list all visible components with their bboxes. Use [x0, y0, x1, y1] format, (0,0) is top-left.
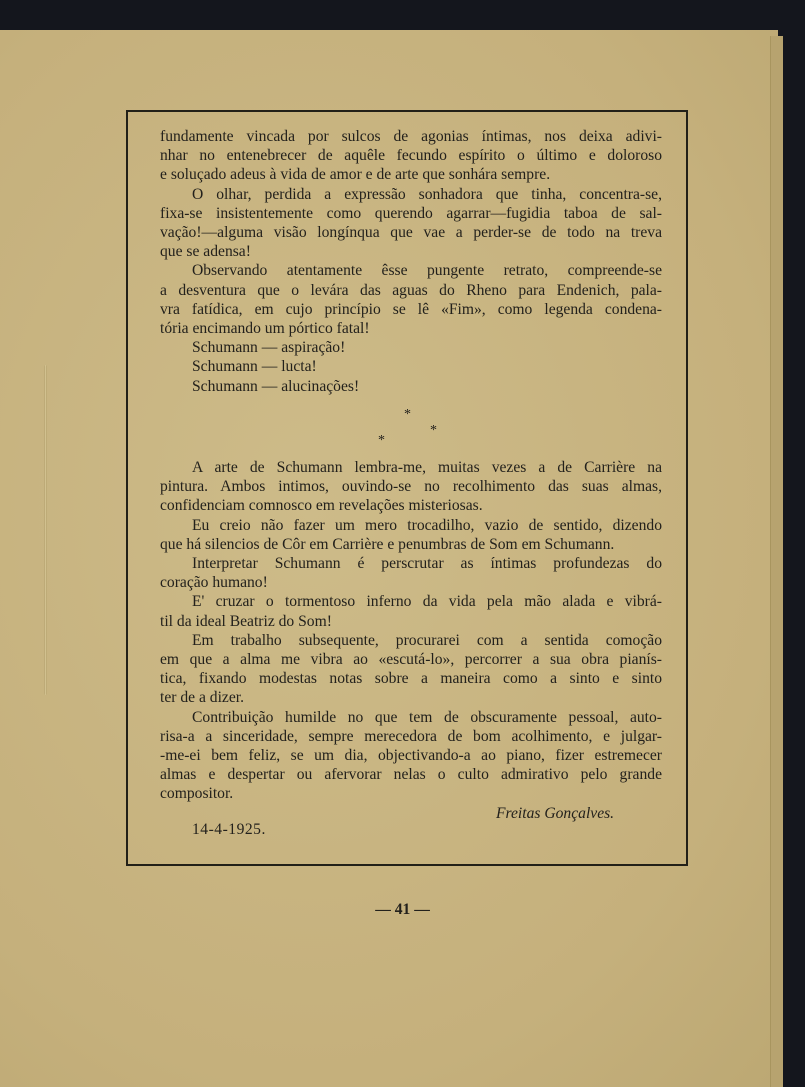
separator-asterisk: *: [378, 433, 385, 448]
text-line: E' cruzar o tormentoso inferno da vida pela mão alada e vibrá-: [192, 593, 662, 611]
text-line: tica, fixando modestas notas sobre a maneira como a sinto e sinto: [160, 670, 662, 688]
text-line: Interpretar Schumann é perscrutar as íntimas profundezas do: [192, 555, 662, 573]
text-line: compositor.: [160, 785, 234, 803]
text-line: almas e despertar ou afervorar nelas o culto admirativo pelo grande: [160, 766, 662, 784]
text-line: Eu creio não fazer um mero trocadilho, vazio de sentido, dizendo: [192, 516, 662, 534]
text-line: O olhar, perdida a expressão sonhadora que tinha, concentra-se,: [192, 185, 662, 203]
text-line: e soluçado adeus à vida de amor e de arte que sonhára sempre.: [160, 166, 551, 184]
page-fold: [44, 365, 47, 695]
text-line: coração humano!: [160, 574, 268, 592]
body-text: [160, 127, 662, 803]
text-line: fixa-se insistentemente como querendo agarrar—fugidia taboa de sal-: [160, 204, 662, 222]
text-line: confidenciam comnosco em revelações misteriosas.: [160, 497, 483, 515]
date-line: 14-4-1925.: [192, 821, 266, 838]
text-line: Em trabalho subsequente, procurarei com a sentida comoção: [192, 631, 662, 649]
text-line: Contribuição humilde no que tem de obscuramente pessoal, auto-: [192, 708, 662, 726]
text-line: vação!—alguma visão longínqua que vae a perder-se de todo na treva: [160, 224, 662, 242]
text-line: a desventura que o levára das aguas do Rheno para Endenich, pala-: [160, 281, 662, 299]
body-text-continued: [160, 458, 662, 804]
text-line: vra fatídica, em cujo princípio se lê «Fim», como legenda condena-: [160, 300, 662, 318]
page-number: — 41 —: [375, 901, 430, 918]
text-line: Observando atentamente êsse pungente retrato, compreende-se: [192, 262, 662, 280]
page-edge: [770, 36, 783, 1087]
text-line: risa-a a sinceridade, sempre merecedora de bom acolhimento, e julgar-: [160, 727, 662, 745]
section-separator: [160, 405, 662, 465]
text-line: -me-ei bem feliz, se um dia, objectivando-a ao piano, fizer estremecer: [160, 747, 662, 765]
text-line: que se adensa!: [160, 243, 251, 261]
text-line: til da ideal Beatriz do Som!: [160, 612, 332, 630]
separator-asterisk: *: [404, 407, 411, 422]
text-line: ter de a dizer.: [160, 689, 244, 707]
text-line: que há silencios de Côr em Carrière e penumbras de Som em Schumann.: [160, 535, 615, 553]
text-line: Schumann — lucta!: [192, 358, 317, 376]
text-line: fundamente vincada por sulcos de agonias íntimas, nos deixa adivi-: [160, 128, 662, 145]
text-line: em que a alma me vibra ao «escutá-lo», percorrer a sua obra pianís-: [160, 651, 662, 669]
text-line: pintura. Ambos intimos, ouvindo-se no recolhimento das suas almas,: [160, 478, 662, 496]
text-line: tória encimando um pórtico fatal!: [160, 320, 370, 338]
author-signature: Freitas Gonçalves.: [496, 805, 615, 822]
text-line: Schumann — alucinações!: [192, 377, 360, 395]
text-line: Schumann — aspiração!: [192, 339, 346, 357]
separator-asterisk: *: [430, 423, 437, 438]
text-line: nhar no entenebrecer de aquêle fecundo espírito o último e doloroso: [160, 147, 662, 165]
text-line: A arte de Schumann lembra-me, muitas vezes a de Carrière na: [192, 459, 662, 476]
